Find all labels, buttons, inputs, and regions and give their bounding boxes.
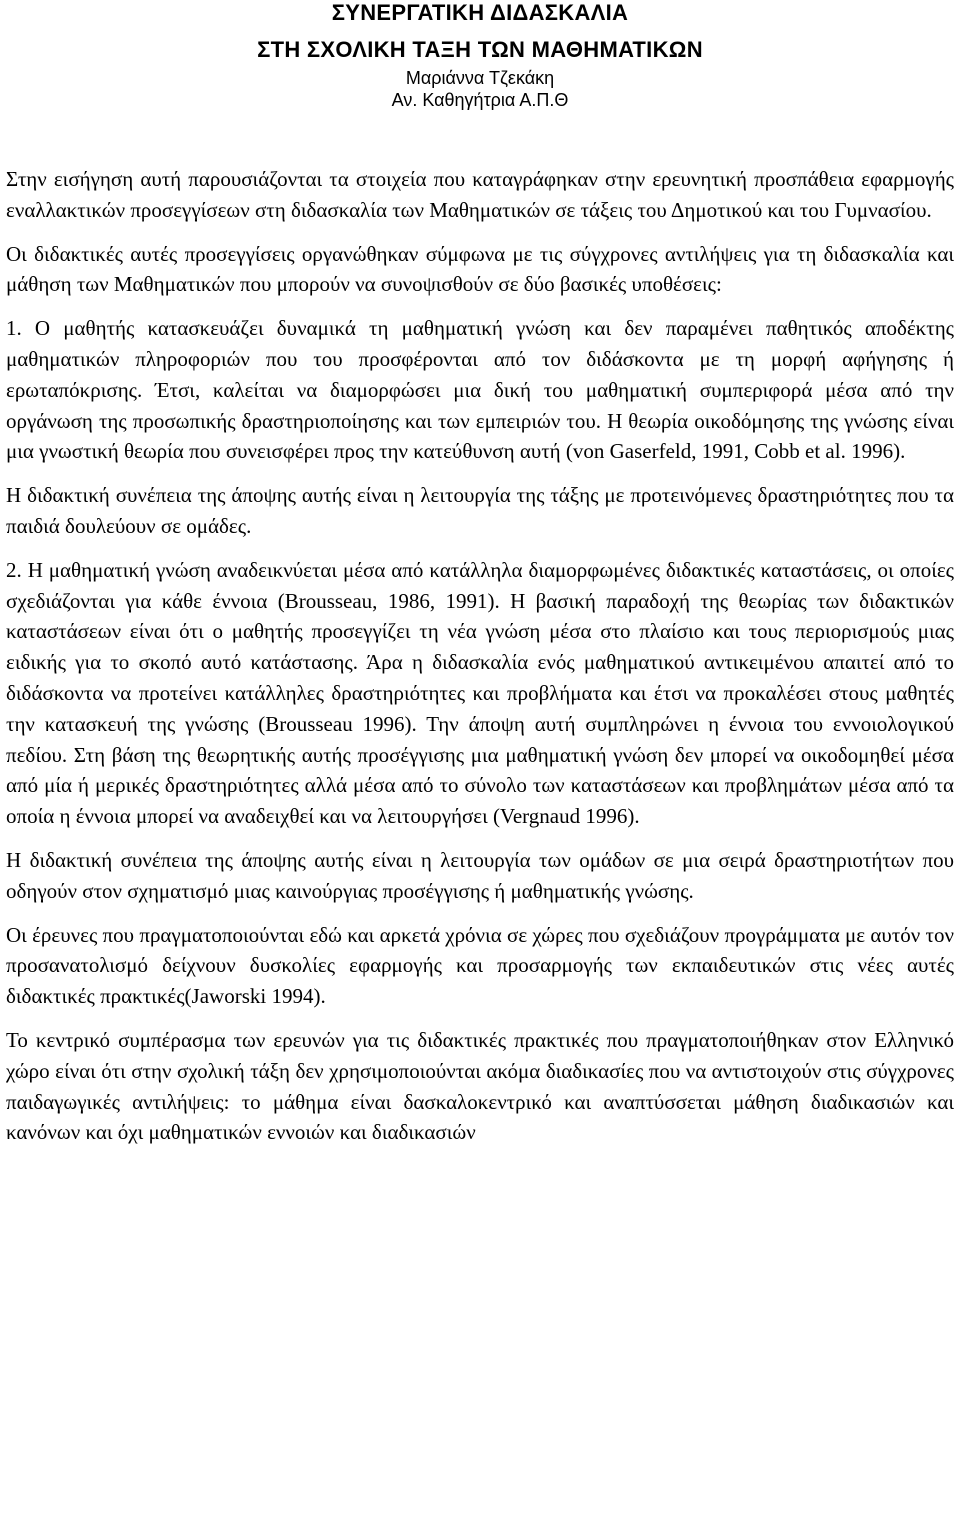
paragraph-hypothesis-2: 2. Η μαθηματική γνώση αναδεικνύεται μέσα από κατάλληλα διαμορφωμένες διδακτικές καταστάσεις, οι οποίες σχεδιάζονται για κάθε έννοια (Brousseau, 1986, 1991). Η βασική παραδοχή της θεωρίας των διδακτικών καταστάσεων είναι ότι ο μαθητής προσεγγίζει τη νέα γνώση μέσα στο πλαίσιο και τους περιορισμούς μιας ειδικής για το σκοπό αυτό κατάστασης. Άρα η διδασκαλία ενός μαθηματικού αντικειμένου απαιτεί από το διδάσκοντα να προτείνει κατάλληλες δραστηριότητες και προβλήματα και έτσι να προκαλέσει στους μαθητές την κατασκευή της γνώσης (Brousseau 1996). Την άποψη αυτή συμπληρώνει η έννοια του εννοιολογικού πεδίου. Στη βάση της θεωρητικής αυτής προσέγγισης μια μαθηματική γνώση δεν μπορεί να οικοδομηθεί μέσα από μία ή μερικές δραστηριότητες αλλά μέσα από το σύνολο των καταστάσεων και προβλημάτων μέσα από τα οποία η έννοια μπορεί να αναδειχθεί και να λειτουργήσει (Vergnaud 1996). [6,557,954,829]
document-title-line2: ΣΤΗ ΣΧΟΛΙΚΗ ΤΑΞΗ ΤΩΝ ΜΑΘΗΜΑΤΙΚΩΝ [257,37,703,62]
paragraph-approaches: Οι διδακτικές αυτές προσεγγίσεις οργανώθηκαν σύμφωνα με τις σύγχρονες αντιλήψεις για τη διδασκαλία και μάθηση των Μαθηματικών που μπορούν να συνοψισθούν σε δύο βασικές υποθέσεις: [6,241,954,297]
paragraph-conclusion: Το κεντρικό συμπέρασμα των ερευνών για τις διδακτικές πρακτικές που πραγματοποιήθηκαν στον Ελληνικό χώρο είναι ότι στην σχολική τάξη δεν χρησιμοποιούνται ακόμα διαδικασίες που να αντιστοιχούν στις σύγχρονες παιδαγωγικές αντιλήψεις: το μάθημα είναι δασκαλοκεντρικό και αναπτύσσεται μάθηση διαδικασιών και κανόνων και όχι μαθηματικών εννοιών και διαδικασιών [6,1027,954,1145]
paragraph-consequence-1: Η διδακτική συνέπεια της άποψης αυτής είναι η λειτουργία της τάξης με προτεινόμενες δραστηριότητες που τα παιδιά δουλεύουν σε ομάδες. [6,483,954,538]
document-title-line1: ΣΥΝΕΡΓΑΤΙΚΗ ΔΙΔΑΣΚΑΛΙΑ [331,0,629,25]
author-name: Μαριάννα Τζεκάκη [405,68,555,88]
document-page [6,0,954,1148]
paragraph-consequence-2: Η διδακτική συνέπεια της άποψης αυτής είναι η λειτουργία των ομάδων σε μια σειρά δραστηριοτήτων που οδηγούν στον σχηματισμό μιας καινούργιας προσέγγισης ή μαθηματικής γνώσης. [6,847,954,903]
paragraph-hypothesis-1: 1. Ο μαθητής κατασκευάζει δυναμικά τη μαθηματική γνώση και δεν παραμένει παθητικός αποδέκτης μαθηματικών πληροφοριών που του προσφέρονται από τον διδάσκοντα με τη μορφή αφήγησης ή ερωταπόκρισης. Έτσι, καλείται να διαμορφώσει μια δική του μαθηματική συμπεριφορά μέσα από την οργάνωση της προσωπικής δραστηριοποίησης και των εμπειριών του. Η θεωρία οικοδόμησης της γνώσης είναι μια γνωστική θεωρία που συνεισφέρει προς την κατεύθυνση αυτή (von Gaserfeld, 1991, Cobb et al. 1996). [6,316,954,464]
paragraph-intro: Στην εισήγηση αυτή παρουσιάζονται τα στοιχεία που καταγράφηκαν στην ερευνητική προσπάθεια εφαρμογής εναλλακτικών προσεγγίσεων στη διδασκαλία των Μαθηματικών σε τάξεις του Δημοτικού και του Γυμνασίου. [6,167,954,222]
paragraph-research: Οι έρευνες που πραγματοποιούνται εδώ και αρκετά χρόνια σε χώρες που σχεδιάζουν προγράμματα με αυτόν τον προσανατολισμό δείχνουν δυσκολίες εφαρμογής και προσαρμογής των εκπαιδευτικών στις νέες αυτές διδακτικές πρακτικές(Jaworski 1994). [6,922,954,1009]
author-affiliation: Αν. Καθηγήτρια Α.Π.Θ [391,90,569,110]
document-body [6,164,954,1148]
